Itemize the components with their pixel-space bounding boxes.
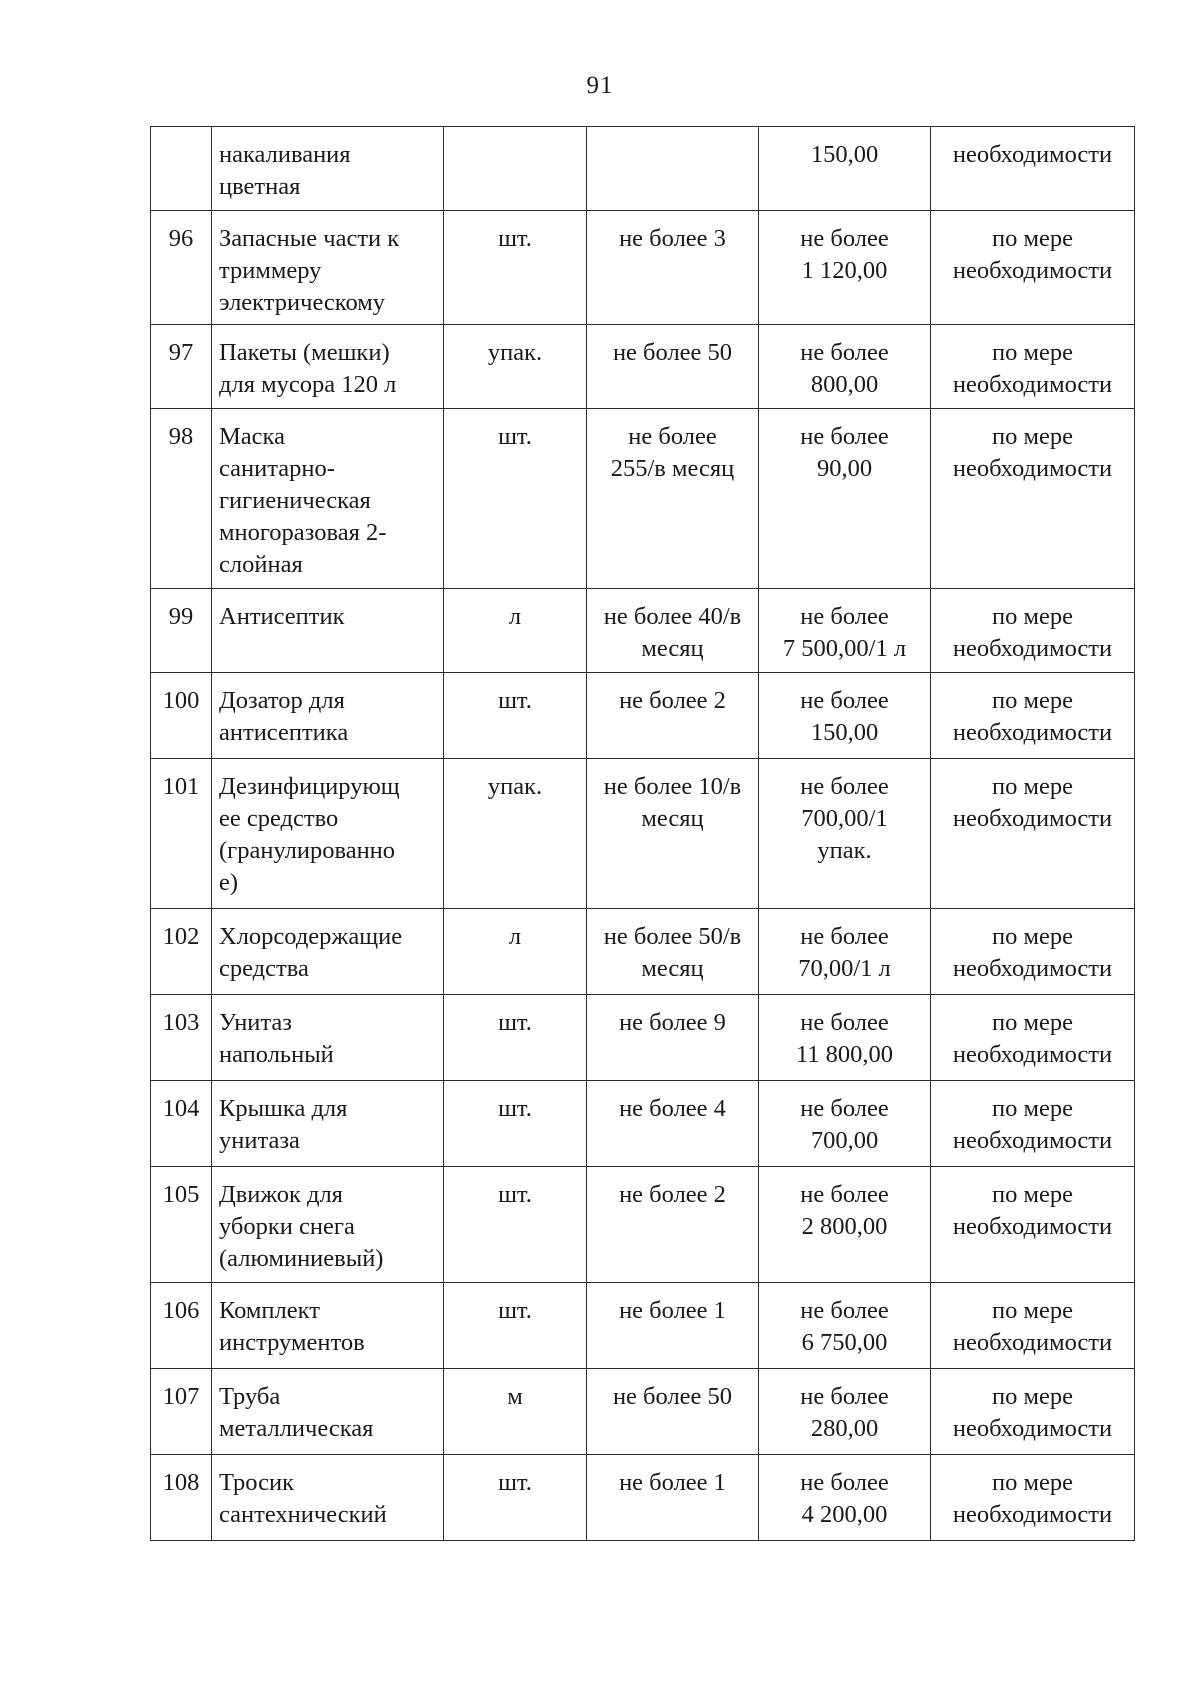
quantity-line: не более 50 [612,339,733,366]
table-row [151,673,1135,759]
price-line: не более [800,1297,889,1324]
price-line: 700,00/1 [801,805,888,832]
item-name-line: Маска [219,423,285,450]
item-name-line: Крышка для [219,1095,348,1122]
frequency-line: по мере [992,1469,1073,1496]
frequency-cell [931,325,1135,409]
quantity-line: не более 3 [619,225,726,252]
unit-cell: шт. [444,1167,587,1283]
price-line: 7 500,00/1 л [782,635,907,662]
price-cell [759,1369,931,1455]
quantity-line: не более 2 [619,1181,726,1208]
frequency-cell [931,1081,1135,1167]
item-name-line: триммеру [219,257,322,284]
item-name-line: санитарно- [219,455,335,482]
frequency-line: по мере [992,923,1073,950]
item-name-line: Хлорсодержащие [219,923,403,950]
row-number-cell [151,127,212,211]
item-name-cell [212,325,444,409]
row-number-cell: 105 [151,1167,212,1283]
frequency-line: необходимости [952,257,1113,284]
unit-cell: шт. [444,409,587,589]
item-name-line: антисептика [219,719,349,746]
item-name-line: цветная [219,173,301,200]
item-name-cell [212,673,444,759]
frequency-line: по мере [992,1383,1073,1410]
row-number-cell: 97 [151,325,212,409]
item-name-cell [212,127,444,211]
item-name-line: Тросик [219,1469,295,1496]
price-line: 280,00 [810,1415,879,1442]
quantity-cell [587,759,759,909]
price-cell [759,759,931,909]
table-row [151,1283,1135,1369]
frequency-line: по мере [992,1297,1073,1324]
item-name-line: (гранулированно [219,837,396,864]
item-name-line: электрическому [219,289,385,316]
quantity-line: не более 40/в [603,603,742,630]
unit-cell: шт. [444,211,587,325]
price-line: 150,00 [810,719,879,746]
table-row [151,909,1135,995]
price-line: 4 200,00 [801,1501,888,1528]
item-name-line: Запасные части к [219,225,400,252]
item-name-line: металлическая [219,1415,374,1442]
unit-cell: шт. [444,673,587,759]
item-name-line: Унитаз [219,1009,292,1036]
price-line: 1 120,00 [801,257,888,284]
row-number-cell: 100 [151,673,212,759]
price-line: 90,00 [816,455,873,482]
price-cell [759,325,931,409]
frequency-line: по мере [992,1181,1073,1208]
price-cell [759,673,931,759]
quantity-cell [587,673,759,759]
frequency-cell [931,1283,1135,1369]
item-name-line: Антисептик [219,603,345,630]
price-cell [759,127,931,211]
item-name-cell [212,589,444,673]
unit-cell: упак. [444,759,587,909]
row-number-cell: 107 [151,1369,212,1455]
quantity-cell [587,127,759,211]
item-name-line: Дезинфицирующ [219,773,400,800]
frequency-line: необходимости [952,1041,1113,1068]
quantity-cell [587,589,759,673]
frequency-line: необходимости [952,1415,1113,1442]
quantity-line: не более 9 [619,1009,726,1036]
item-name-line: сантехнический [219,1501,387,1528]
table-row [151,589,1135,673]
frequency-cell [931,995,1135,1081]
price-cell [759,1283,931,1369]
price-line: 150,00 [810,141,879,168]
frequency-line: по мере [992,603,1073,630]
frequency-line: по мере [992,225,1073,252]
quantity-line: не более 2 [619,687,726,714]
item-name-line: уборки снега [219,1213,355,1240]
unit-cell: шт. [444,995,587,1081]
frequency-line: необходимости [952,1213,1113,1240]
item-name-cell [212,759,444,909]
unit-cell: шт. [444,1081,587,1167]
price-line: 800,00 [810,371,879,398]
unit-cell: м [444,1369,587,1455]
unit-cell [444,127,587,211]
price-cell [759,589,931,673]
row-number-cell: 98 [151,409,212,589]
quantity-line: не более 1 [619,1297,726,1324]
price-cell [759,1081,931,1167]
table-row [151,409,1135,589]
table-row [151,1167,1135,1283]
frequency-line: по мере [992,339,1073,366]
quantity-line: не более 50/в [603,923,742,950]
item-name-line: Дозатор для [219,687,345,714]
frequency-line: по мере [992,1095,1073,1122]
price-line: не более [800,1095,889,1122]
table-row [151,759,1135,909]
price-line: не более [800,1181,889,1208]
price-line: не более [800,1469,889,1496]
frequency-cell [931,1455,1135,1541]
frequency-line: необходимости [952,719,1113,746]
item-name-cell [212,1081,444,1167]
item-name-cell [212,1283,444,1369]
price-line: 11 800,00 [795,1041,894,1068]
unit-cell: шт. [444,1283,587,1369]
price-cell [759,995,931,1081]
quantity-line: не более 10/в [603,773,742,800]
unit-cell: л [444,909,587,995]
unit-cell: шт. [444,1455,587,1541]
table-row [151,995,1135,1081]
item-name-cell [212,409,444,589]
price-cell [759,1455,931,1541]
price-line: 6 750,00 [801,1329,888,1356]
price-line: не более [800,1383,889,1410]
quantity-line: месяц [641,955,704,982]
price-line: 700,00 [810,1127,879,1154]
item-name-line: унитаза [219,1127,300,1154]
frequency-line: необходимости [952,635,1113,662]
item-name-cell [212,1455,444,1541]
frequency-line: по мере [992,1009,1073,1036]
row-number-cell: 96 [151,211,212,325]
price-cell [759,211,931,325]
item-name-line: ее средство [219,805,339,832]
row-number-cell: 99 [151,589,212,673]
table-row [151,1081,1135,1167]
price-line: не более [800,923,889,950]
quantity-line: не более 50 [612,1383,733,1410]
item-name-line: гигиеническая [219,487,371,514]
item-name-line: накаливания [219,141,351,168]
row-number-cell: 108 [151,1455,212,1541]
quantity-cell [587,211,759,325]
item-name-cell [212,211,444,325]
quantity-cell [587,1455,759,1541]
quantity-line: не более [628,423,717,450]
frequency-cell [931,409,1135,589]
price-line: не более [800,687,889,714]
price-cell [759,409,931,589]
unit-cell: упак. [444,325,587,409]
quantity-line: месяц [641,805,704,832]
table-row [151,211,1135,325]
item-name-cell [212,1369,444,1455]
table-row [151,1455,1135,1541]
frequency-line: необходимости [952,805,1113,832]
frequency-line: необходимости [952,1501,1113,1528]
frequency-cell [931,909,1135,995]
item-name-cell [212,909,444,995]
frequency-line: необходимости [952,955,1113,982]
frequency-line: необходимости [952,371,1113,398]
items-table [150,126,1135,1541]
row-number-cell: 101 [151,759,212,909]
quantity-cell [587,325,759,409]
price-cell [759,909,931,995]
page-number: 91 [586,72,614,99]
table-body [151,127,1135,1541]
quantity-line: не более 1 [619,1469,726,1496]
price-cell [759,1167,931,1283]
item-name-line: Пакеты (мешки) [219,339,390,366]
price-line: не более [800,1009,889,1036]
item-name-line: е) [219,869,239,896]
price-line: упак. [817,837,872,864]
frequency-cell [931,759,1135,909]
item-name-line: напольный [219,1041,334,1068]
row-number-cell: 103 [151,995,212,1081]
row-number-cell: 102 [151,909,212,995]
item-name-cell [212,995,444,1081]
frequency-line: по мере [992,687,1073,714]
price-line: 2 800,00 [801,1213,888,1240]
item-name-line: средства [219,955,309,982]
item-name-line: для мусора 120 л [219,371,397,398]
unit-cell: л [444,589,587,673]
quantity-cell [587,1167,759,1283]
frequency-cell [931,1369,1135,1455]
frequency-cell [931,589,1135,673]
frequency-line: необходимости [952,1127,1113,1154]
frequency-line: по мере [992,773,1073,800]
table-row [151,127,1135,211]
price-line: не более [800,225,889,252]
item-name-line: многоразовая 2- [219,519,387,546]
frequency-line: необходимости [952,1329,1113,1356]
item-name-line: Движок для [219,1181,343,1208]
frequency-line: по мере [992,423,1073,450]
item-name-line: слойная [219,551,303,578]
price-line: 70,00/1 л [798,955,891,982]
frequency-cell [931,211,1135,325]
frequency-cell [931,1167,1135,1283]
quantity-line: 255/в месяц [610,455,735,482]
price-line: не более [800,773,889,800]
table-row [151,1369,1135,1455]
quantity-cell [587,1369,759,1455]
table-row [151,325,1135,409]
price-line: не более [800,339,889,366]
quantity-cell [587,1081,759,1167]
item-name-line: Труба [219,1383,281,1410]
frequency-line: необходимости [952,455,1113,482]
frequency-cell [931,127,1135,211]
item-name-line: Комплект [219,1297,320,1324]
item-name-cell [212,1167,444,1283]
quantity-cell [587,1283,759,1369]
row-number-cell: 106 [151,1283,212,1369]
price-line: не более [800,423,889,450]
quantity-cell [587,995,759,1081]
item-name-line: инструментов [219,1329,365,1356]
quantity-cell [587,909,759,995]
quantity-line: не более 4 [619,1095,726,1122]
quantity-cell [587,409,759,589]
frequency-cell [931,673,1135,759]
quantity-line: месяц [641,635,704,662]
price-line: не более [800,603,889,630]
row-number-cell: 104 [151,1081,212,1167]
frequency-line: необходимости [952,141,1113,168]
item-name-line: (алюминиевый) [219,1245,384,1272]
